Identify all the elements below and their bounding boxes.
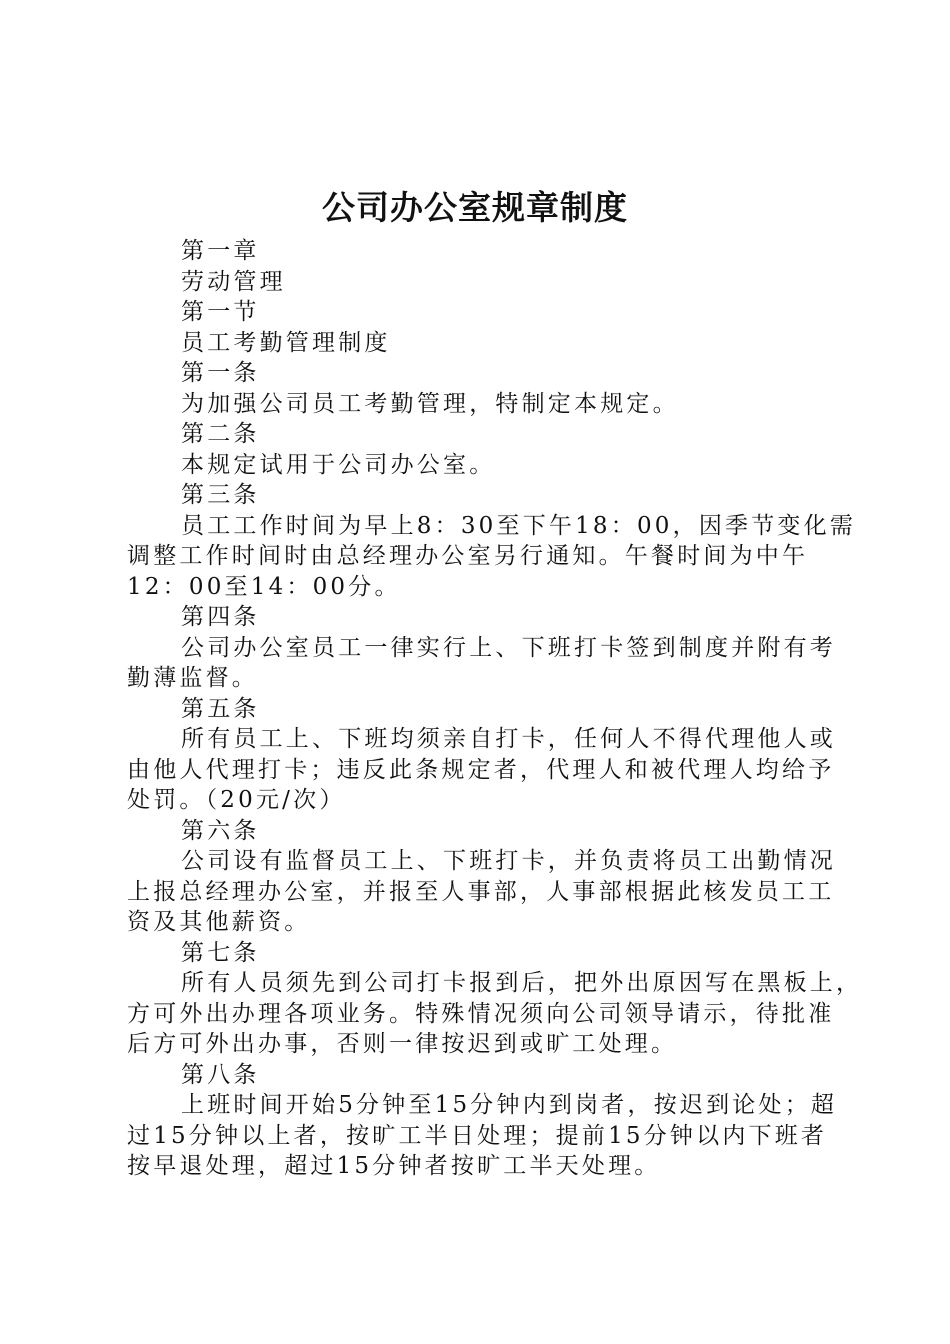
document-line: 第六条 [181,817,260,844]
document-body [127,236,863,1182]
document-line: 第五条 [181,695,260,722]
document-line: 第一节 [181,299,260,325]
document-line: 第八条 [181,1061,260,1088]
document-line: 第一章 [181,238,260,264]
document-line: 方可外出办理各项业务。特殊情况须向公司领导请示，待批准 [127,1000,835,1027]
document-line: 所有员工上、下班均须亲自打卡，任何人不得代理他人或 [181,726,836,752]
document-line: 第一条 [181,360,260,386]
document-line: 上报总经理办公室，并报至人事部，人事部根据此核发员工工 [127,878,835,905]
document-line: 公司设有监督员工上、下班打卡，并负责将员工出勤情况 [181,848,836,874]
document-title: 公司办公室规章制度 [322,188,628,227]
document-line: 第二条 [181,421,260,447]
document-line: 调整工作时间时由总经理办公室另行通知。午餐时间为中午 [127,543,809,569]
document-line: 第七条 [181,939,260,966]
document-line: 资及其他薪资。 [127,909,311,935]
document-line: 公司办公室员工一律实行上、下班打卡签到制度并附有考 [181,634,836,661]
document-line: 12：00至14：00分。 [127,573,401,600]
document-line: 过15分钟以上者，按旷工半日处理；提前15分钟以内下班者 [127,1122,828,1149]
document-line: 第三条 [181,482,260,508]
document-line: 劳动管理 [181,268,286,295]
document-line: 所有人员须先到公司打卡报到后，把外出原因写在黑板上， [181,970,863,996]
document-line: 按早退处理，超过15分钟者按旷工半天处理。 [127,1153,661,1179]
document-line: 上班时间开始5分钟至15分钟内到岗者，按迟到论处；超 [181,1092,838,1118]
document-line: 由他人代理打卡；违反此条规定者，代理人和被代理人均给予 [127,756,835,783]
document-line: 为加强公司员工考勤管理，特制定本规定。 [181,390,679,417]
document-line: 第四条 [181,604,260,630]
document-line: 员工工作时间为早上8：30至下午18：00，因季节变化需 [181,512,857,539]
document-line: 本规定试用于公司办公室。 [181,451,496,478]
document-line: 后方可外出办事，否则一律按迟到或旷工处理。 [127,1031,678,1057]
document-line: 勤薄监督。 [127,665,258,691]
document-line: 处罚。（20元/次） [127,787,346,813]
document-line: 员工考勤管理制度 [181,329,391,356]
